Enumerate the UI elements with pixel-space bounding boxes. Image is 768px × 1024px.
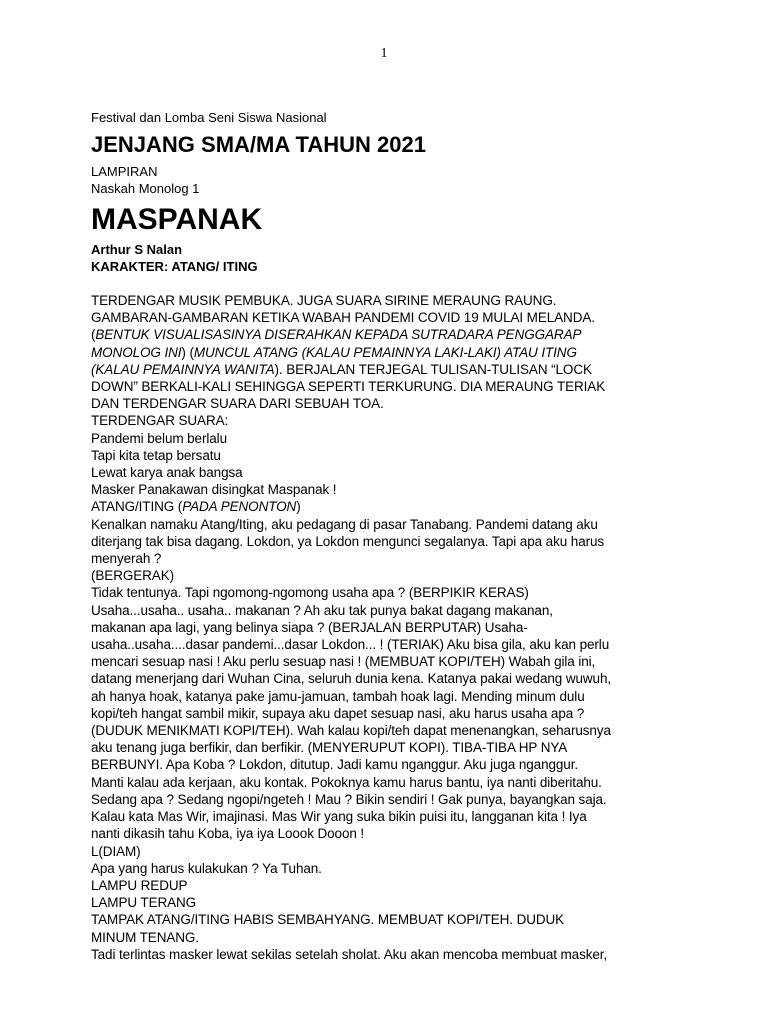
verse-line: Lewat karya anak bangsa [91,465,243,481]
stage-direction: TERDENGAR SUARA: [91,413,229,429]
page-number: 1 [380,46,388,61]
script-body [91,292,611,963]
stage-direction: LAMPU REDUP [91,877,188,893]
stage-direction: GAMBARAN-GAMBARAN KETIKA WABAH PANDEMI COVID 19 MULAI MELANDA. (BENTUK VISUALISASINYA DISERAHKAN KEPADA SUTRADARA PENGGARAP MONOLOG INI) (MUNCUL ATANG (KALAU PEMAINNYA LAKI-LAKI) ATAU ITING (KALAU PEMAINNYA WANITA). BERJALAN TERJEGAL TULISAN-TULISAN “LOCK DOWN” BERKALI-KALI SEHINGGA SEPERTI TERKURUNG. DIA MERAUNG TERIAK DAN TERDENGAR SUARA DARI SEBUAH TOA. [91,310,606,412]
dialogue: Tidak tentunya. Tapi ngomong-ngomong usaha apa ? (BERPIKIR KERAS) Usaha...usaha.. usaha.. makanan ? Ah aku tak punya bakat dagang makanan, makanan apa lagi, yang belinya siapa ? (BERJALAN BERPUTAR) Usaha-usaha..usaha....dasar pandemi...dasar Lokdon... ! (TERIAK) Aku bisa gila, aku kan perlu mencari sesuap nasi ! Aku perlu sesuap nasi ! (MEMBUAT KOPI/TEH) Wabah gila ini, datang menerjang dari Wuhan Cina, seluruh dunia kena. Katanya pakai wedang wuwuh, ah hanya hoak, katanya pake jamu-jamuan, tambah hoak lagi. Mending minum dulu kopi/teh hangat sambil mikir, supaya aku dapet sesuap nasi, aku harus usaha apa ? (DUDUK MENIKMATI KOPI/TEH). Wah kalau kopi/teh dapat menenangkan, seharusnya aku tenang juga berfikir, dan berfikir. (MENYERUPUT KOPI). TIBA-TIBA HP NYA BERBUNYI. Apa Koba ? Lokdon, ditutup. Jadi kamu nganggur. Aku juga nganggur. Manti kalau ada kerjaan, aku kontak. Pokoknya kamu harus bantu, iya nanti diberitahu. Sedang apa ? Sedang ngopi/ngeteh ! Mau ? Bikin sendiri ! Gak punya, bayangkan saja. Kalau kata Mas Wir, imajinasi. Mas Wir yang suka bikin puisi itu, langganan kita ! Iya nanti dikasih tahu Koba, iya iya Loook Dooon ! [91,585,612,842]
lampiran-label: LAMPIRAN [91,164,158,179]
naskah-label: Naskah Monolog 1 [91,181,200,196]
stage-direction: LAMPU TERANG [91,895,197,911]
dialogue: Apa yang harus kulakukan ? Ya Tuhan. [91,860,322,876]
stage-direction: (BERGERAK) [91,568,175,584]
stage-direction: TERDENGAR MUSIK PEMBUKA. JUGA SUARA SIRINE MERAUNG RAUNG. [91,293,557,308]
stage-direction: L(DIAM) [91,843,141,859]
document-content [91,109,611,963]
speaker-line: ATANG/ITING (PADA PENONTON) [91,499,301,515]
verse-line: Masker Panakawan disingkat Maspanak ! [91,482,337,498]
dialogue: Tadi terlintas masker lewat sekilas setelah sholat. Aku akan mencoba membuat masker, [91,946,608,962]
stage-direction: TAMPAK ATANG/ITING HABIS SEMBAHYANG. MEMBUAT KOPI/TEH. DUDUK MINUM TENANG. [91,912,565,945]
festival-heading: Festival dan Lomba Seni Siswa Nasional [91,110,327,125]
character-line: KARAKTER: ATANG/ ITING [91,259,258,274]
script-title: MASPANAK [91,203,263,236]
verse-line: Tapi kita tetap bersatu [91,447,221,463]
jenjang-heading: JENJANG SMA/MA TAHUN 2021 [91,132,426,157]
dialogue: Kenalkan namaku Atang/Iting, aku pedagang di pasar Tanabang. Pandemi datang aku diterjang tak bisa dagang. Lokdon, ya Lokdon mengunci segalanya. Tapi apa aku harus menyerah ? [91,516,605,567]
verse-line: Pandemi belum berlalu [91,430,227,446]
author-name: Arthur S Nalan [91,242,183,257]
